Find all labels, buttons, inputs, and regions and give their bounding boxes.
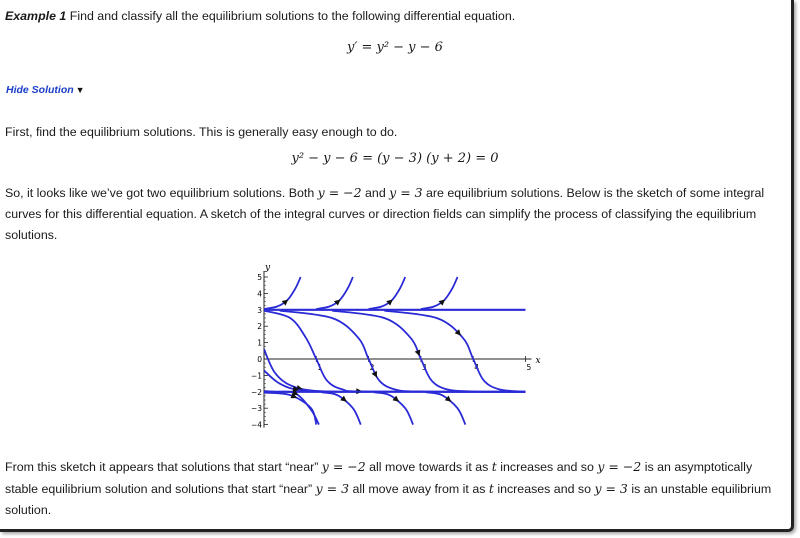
- y-tick-label: 5: [257, 273, 262, 282]
- y-axis-label: y: [265, 263, 271, 273]
- y-tick-label: −2: [250, 387, 262, 397]
- math-inline: y = −2: [321, 459, 366, 474]
- triangle-down-icon[interactable]: ▼: [75, 85, 85, 95]
- differential-equation: y′ = y² − y − 6: [347, 40, 443, 55]
- math-inline: y = 3: [389, 185, 423, 200]
- integral-curve: [264, 277, 301, 309]
- text-run: is an unstable equilibrium solution.: [5, 482, 772, 517]
- integral-curve: [264, 393, 316, 425]
- y-tick-label: 0: [257, 355, 262, 364]
- text-run: all move towards it as: [365, 460, 492, 474]
- math-inline: y = 3: [594, 481, 628, 496]
- math-inline: y = −2: [597, 459, 642, 474]
- text-run: From this sketch it appears that solutions that start “near”: [5, 460, 322, 474]
- y-tick-label: −1: [250, 371, 262, 381]
- y-tick-label: 3: [257, 305, 262, 315]
- solution-conclusion: [5, 456, 785, 521]
- hide-solution-label[interactable]: Hide Solution: [6, 84, 74, 96]
- text-run: and: [361, 186, 390, 200]
- integral-curve: [264, 349, 369, 392]
- integral-curve: [280, 311, 526, 392]
- integral-curve: [384, 311, 525, 392]
- math-inline: y = 3: [315, 481, 350, 496]
- integral-curve: [322, 392, 361, 424]
- factored-equation: y² − y − 6 = (y − 3) (y + 2) = 0: [291, 151, 499, 166]
- y-tick-label: 2: [257, 322, 262, 332]
- example-prompt: Find and classify all the equilibrium solutions to the following differential equation.: [66, 9, 516, 23]
- integral-curve: [374, 392, 413, 424]
- text-run: are equilibrium solutions. Below is the sketch of some integral curves for this differential equation. A sketch of the integral curves or direction fields can simplify the process of classifying the equilibrium solutions.: [5, 186, 765, 242]
- math-inline: y = −2: [317, 185, 362, 200]
- y-tick-label: 4: [257, 289, 262, 299]
- x-tick-label: 5: [526, 363, 532, 372]
- x-tick-label: 1: [317, 363, 323, 372]
- text-run: increases and so: [496, 460, 598, 474]
- integral-curve: [426, 392, 465, 424]
- example-label: Example 1: [5, 9, 67, 23]
- x-tick-label: 2: [369, 363, 375, 372]
- text-run: increases and so: [493, 482, 595, 496]
- y-tick-label: 1: [257, 338, 262, 348]
- text-run: is an asymptotically stable equilibrium solution and solutions that start “near”: [5, 460, 753, 496]
- math-inline: t: [488, 481, 494, 496]
- solution-intro: First, find the equilibrium solutions. This is generally easy enough to do.: [5, 125, 398, 139]
- x-tick-label: 3: [421, 363, 427, 372]
- x-tick-label: 4: [474, 363, 479, 372]
- integral-curve: [332, 311, 526, 392]
- math-inline: t: [491, 459, 497, 474]
- integral-curve: [369, 277, 406, 309]
- y-tick-label: −4: [250, 420, 262, 430]
- text-run: all move away from it as: [349, 482, 489, 496]
- text-run: So, it looks like we’ve got two equilibrium solutions. Both: [5, 186, 318, 200]
- integral-curve: [316, 277, 353, 309]
- y-tick-label: −3: [250, 404, 262, 414]
- x-axis-label: x: [535, 356, 541, 366]
- integral-curve: [421, 277, 458, 309]
